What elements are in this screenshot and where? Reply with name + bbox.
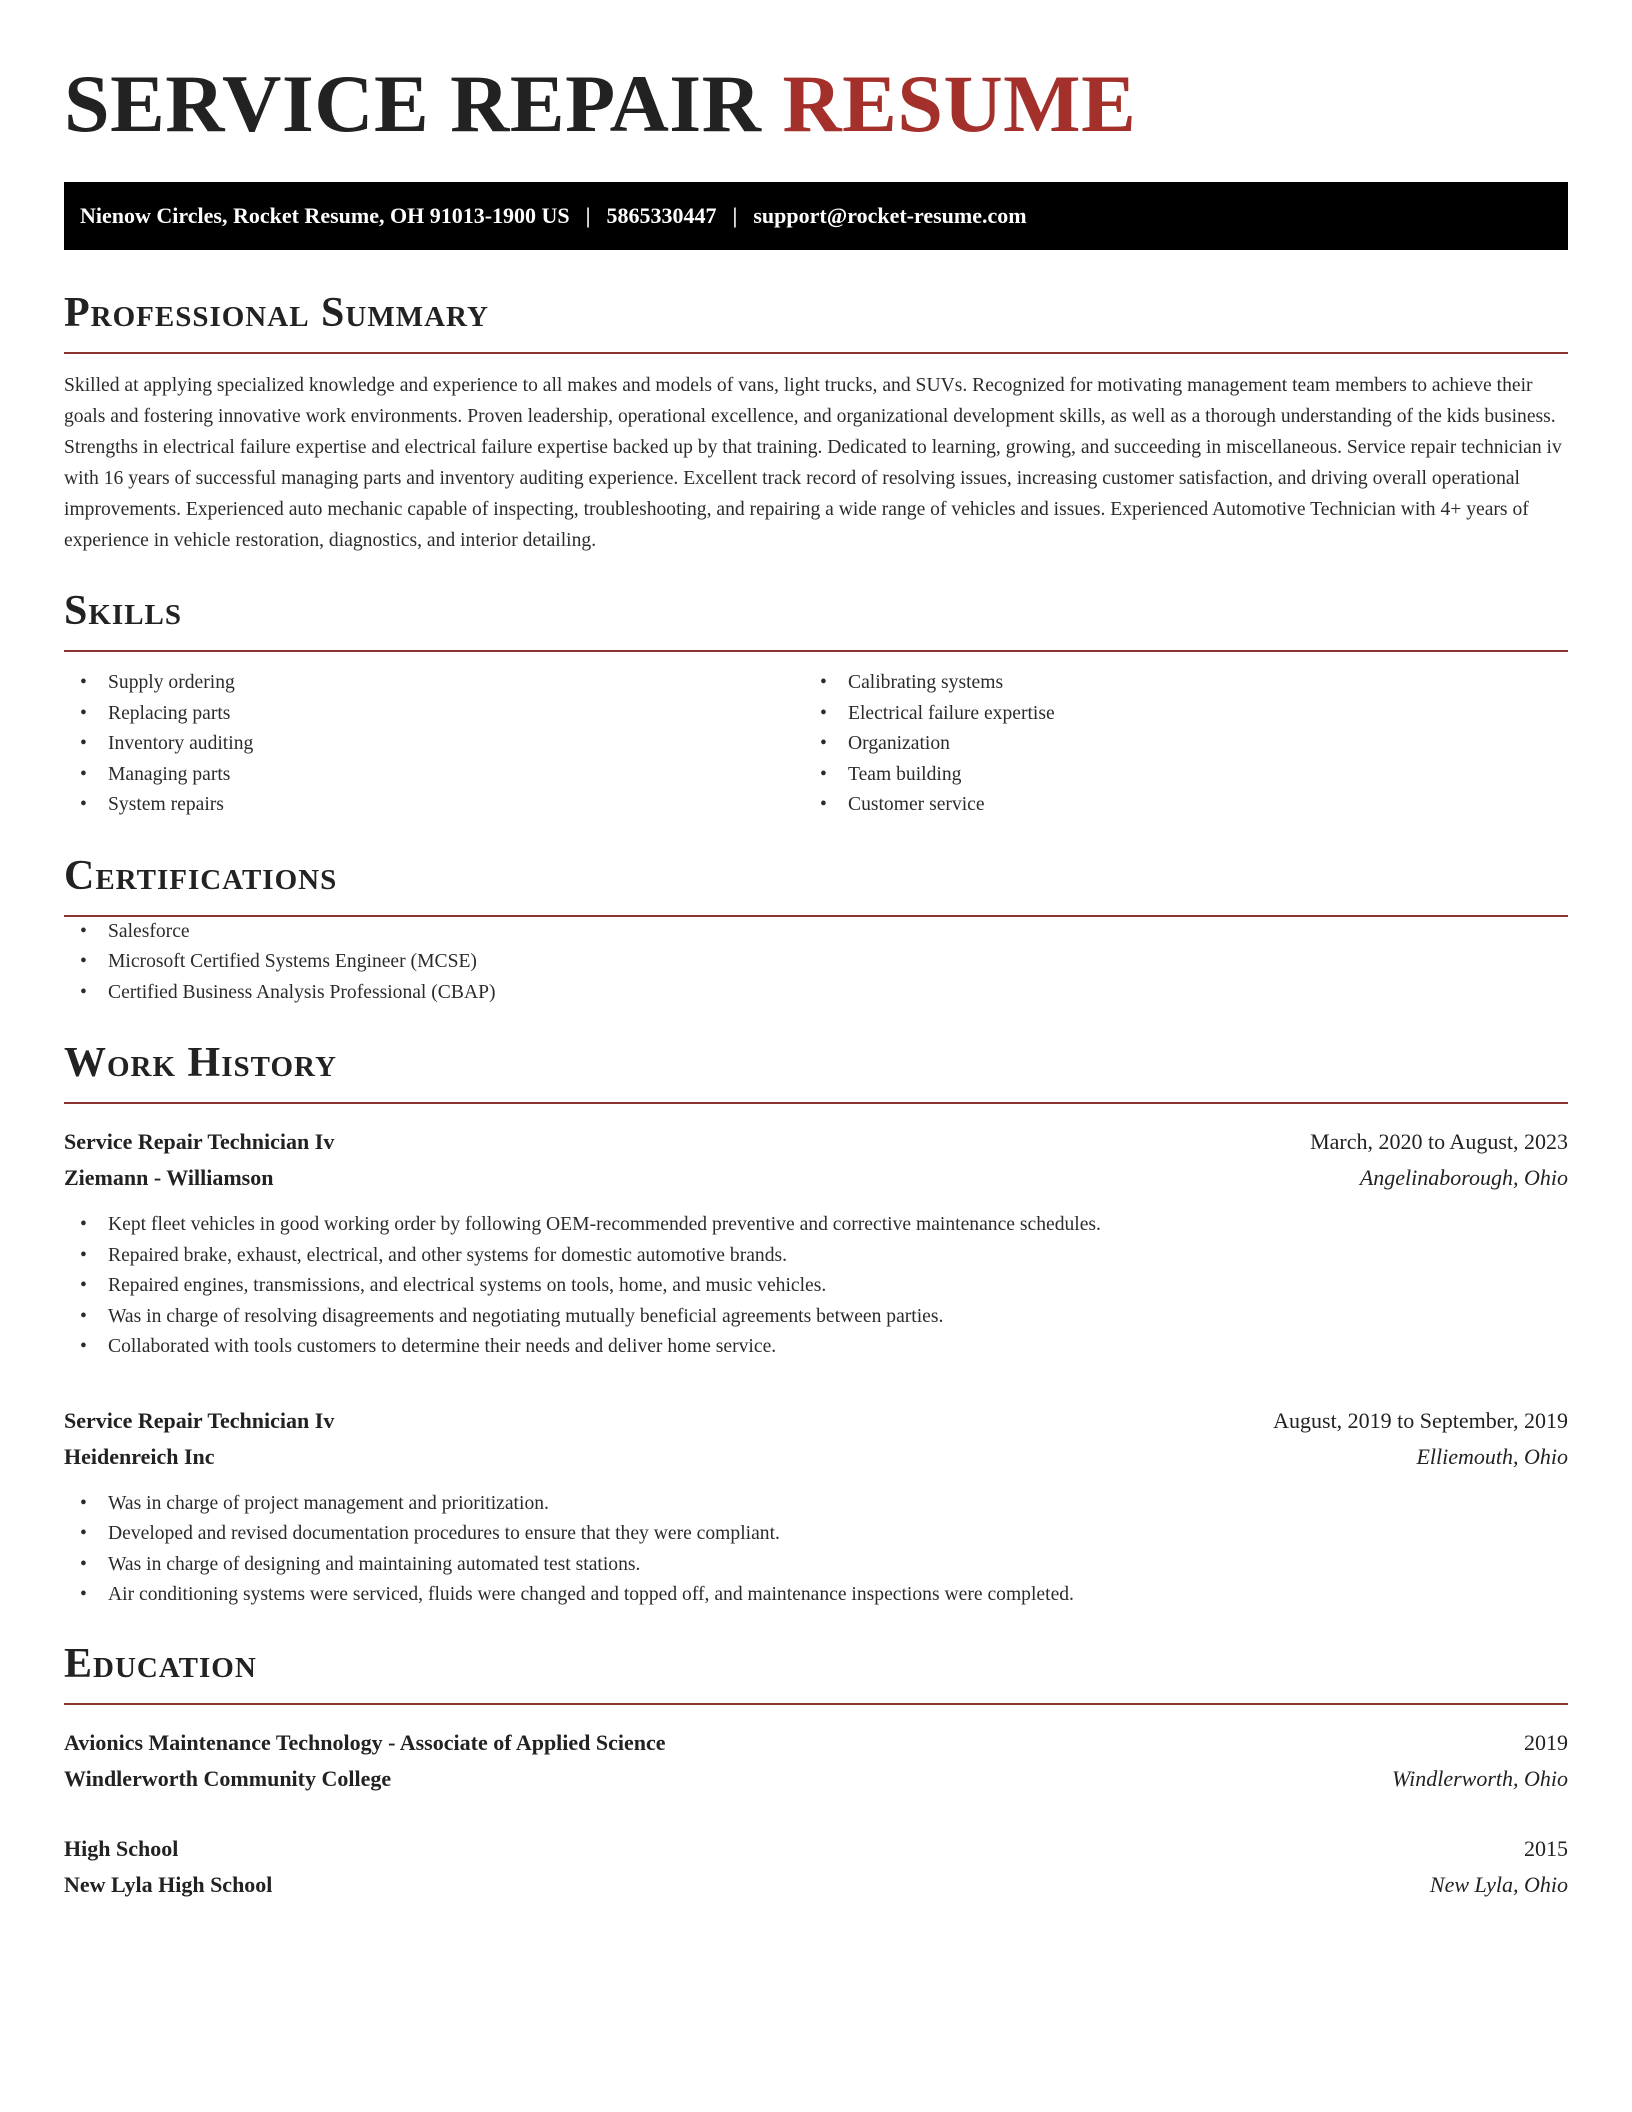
education-location: Windlerworth, Ohio [1391, 1765, 1568, 1791]
job-duty: • Was in charge of designing and maintaining automated test stations. [64, 1550, 1568, 1581]
education-heading: Education [64, 1639, 1568, 1705]
work-history-section [64, 1038, 1568, 1611]
job-title: Service Repair Technician Iv [64, 1129, 335, 1154]
job-duty: • Kept fleet vehicles in good working order by following OEM-recommended preventive and corrective maintenance schedules. [64, 1210, 1568, 1241]
education-entry [64, 1831, 1568, 1903]
skills-list-left [64, 668, 804, 821]
skills-section [64, 586, 1568, 821]
education-degree: Avionics Maintenance Technology - Associate of Applied Science [64, 1729, 666, 1755]
job-duty: • Collaborated with tools customers to determine their needs and deliver home service. [64, 1332, 1568, 1363]
job-company: Heidenreich Inc [64, 1443, 215, 1469]
certifications-heading: Certifications [64, 851, 1568, 917]
job-company-row [64, 1160, 1568, 1196]
job-title: Service Repair Technician Iv [64, 1407, 335, 1433]
job-location: Elliemouth, Ohio [1416, 1443, 1568, 1469]
skills-heading: Skills [64, 586, 1568, 652]
job-duty: • Was in charge of resolving disagreements and negotiating mutually beneficial agreements between parties. [64, 1302, 1568, 1333]
skill-item: • Managing parts [64, 760, 804, 791]
summary-text: Skilled at applying specialized knowledge and experience to all makes and models of vans, light trucks, and SUVs. Recognized for motivating management team members to achieve their goals and fostering innovative work environments. Proven leadership, operational excellence, and organizational development skills, as well as a thorough understanding of the kids business. Strengths in electrical failure expertise and electrical failure expertise backed up by that training. Dedicated to learning, growing, and succeeding in miscellaneous. Service repair technician iv with 16 years of successful managing parts and inventory auditing experience. Excellent track record of resolving issues, increasing customer satisfaction, and driving overall operational improvements. Experienced auto mechanic capable of inspecting, troubleshooting, and repairing a wide range of vehicles and issues. Experienced Automotive Technician with 4+ years of experience in vehicle restoration, diagnostics, and interior detailing. [64, 375, 1562, 551]
education-degree: High School [64, 1835, 179, 1861]
job-duty: • Was in charge of project management and prioritization. [64, 1489, 1568, 1520]
work-history-heading: Work History [64, 1038, 1568, 1104]
skill-item: • Replacing parts [64, 699, 804, 730]
certifications-list [64, 917, 1568, 1009]
job-duty: • Repaired brake, exhaust, electrical, and other systems for domestic automotive brands. [64, 1241, 1568, 1272]
summary-heading: Professional Summary [64, 288, 1568, 354]
job-location: Angelinaborough, Ohio [1359, 1165, 1568, 1190]
contact-separator: | [585, 203, 591, 228]
job-entry [64, 1403, 1568, 1611]
skill-item: • Calibrating systems [804, 668, 1544, 699]
job-duty: • Repaired engines, transmissions, and electrical systems on tools, home, and music vehicles. [64, 1271, 1568, 1302]
skill-item: • Inventory auditing [64, 729, 804, 760]
job-duty: • Developed and revised documentation procedures to ensure that they were compliant. [64, 1519, 1568, 1550]
certifications-section [64, 851, 1568, 1009]
job-duties-list [64, 1210, 1568, 1363]
job-dates: March, 2020 to August, 2023 [1310, 1129, 1568, 1154]
title-accent: RESUME [782, 58, 1137, 149]
skill-item: • Organization [804, 729, 1544, 760]
contact-phone: 5865330447 [606, 203, 717, 228]
education-entry [64, 1725, 1568, 1797]
job-duty: • Air conditioning systems were serviced, fluids were changed and topped off, and maintenance inspections were completed. [64, 1580, 1568, 1611]
job-duties-list [64, 1489, 1568, 1611]
title-primary: SERVICE REPAIR [64, 58, 762, 149]
education-school-row [64, 1761, 1568, 1797]
certification-item: • Certified Business Analysis Professional (CBAP) [64, 978, 1568, 1009]
certification-item: • Microsoft Certified Systems Engineer (MCSE) [64, 947, 1568, 978]
resume-title [64, 58, 1568, 150]
education-school: Windlerworth Community College [64, 1765, 392, 1791]
job-company: Ziemann - Williamson [64, 1165, 274, 1190]
certification-item: • Salesforce [64, 917, 1568, 948]
contact-address: Nienow Circles, Rocket Resume, OH 91013-1900 US [80, 203, 570, 228]
skill-item: • Supply ordering [64, 668, 804, 699]
education-year: 2019 [1524, 1729, 1568, 1755]
job-title-row [64, 1124, 1568, 1160]
contact-email: support@rocket-resume.com [753, 203, 1027, 228]
education-year: 2015 [1524, 1835, 1568, 1861]
contact-bar [64, 182, 1568, 250]
education-section [64, 1639, 1568, 1903]
education-degree-row [64, 1831, 1568, 1867]
skill-item: • Customer service [804, 790, 1544, 821]
education-location: New Lyla, Ohio [1429, 1871, 1568, 1897]
skill-item: • Team building [804, 760, 1544, 791]
skills-columns [64, 668, 1568, 821]
job-company-row [64, 1439, 1568, 1475]
education-school-row [64, 1867, 1568, 1903]
summary-section [64, 288, 1568, 556]
contact-separator: | [732, 203, 738, 228]
job-title-row [64, 1403, 1568, 1439]
skill-item: • System repairs [64, 790, 804, 821]
skills-list-right [804, 668, 1544, 821]
job-entry [64, 1124, 1568, 1363]
job-dates: August, 2019 to September, 2019 [1273, 1407, 1568, 1433]
education-school: New Lyla High School [64, 1871, 273, 1897]
skill-item: • Electrical failure expertise [804, 699, 1544, 730]
education-degree-row [64, 1725, 1568, 1761]
